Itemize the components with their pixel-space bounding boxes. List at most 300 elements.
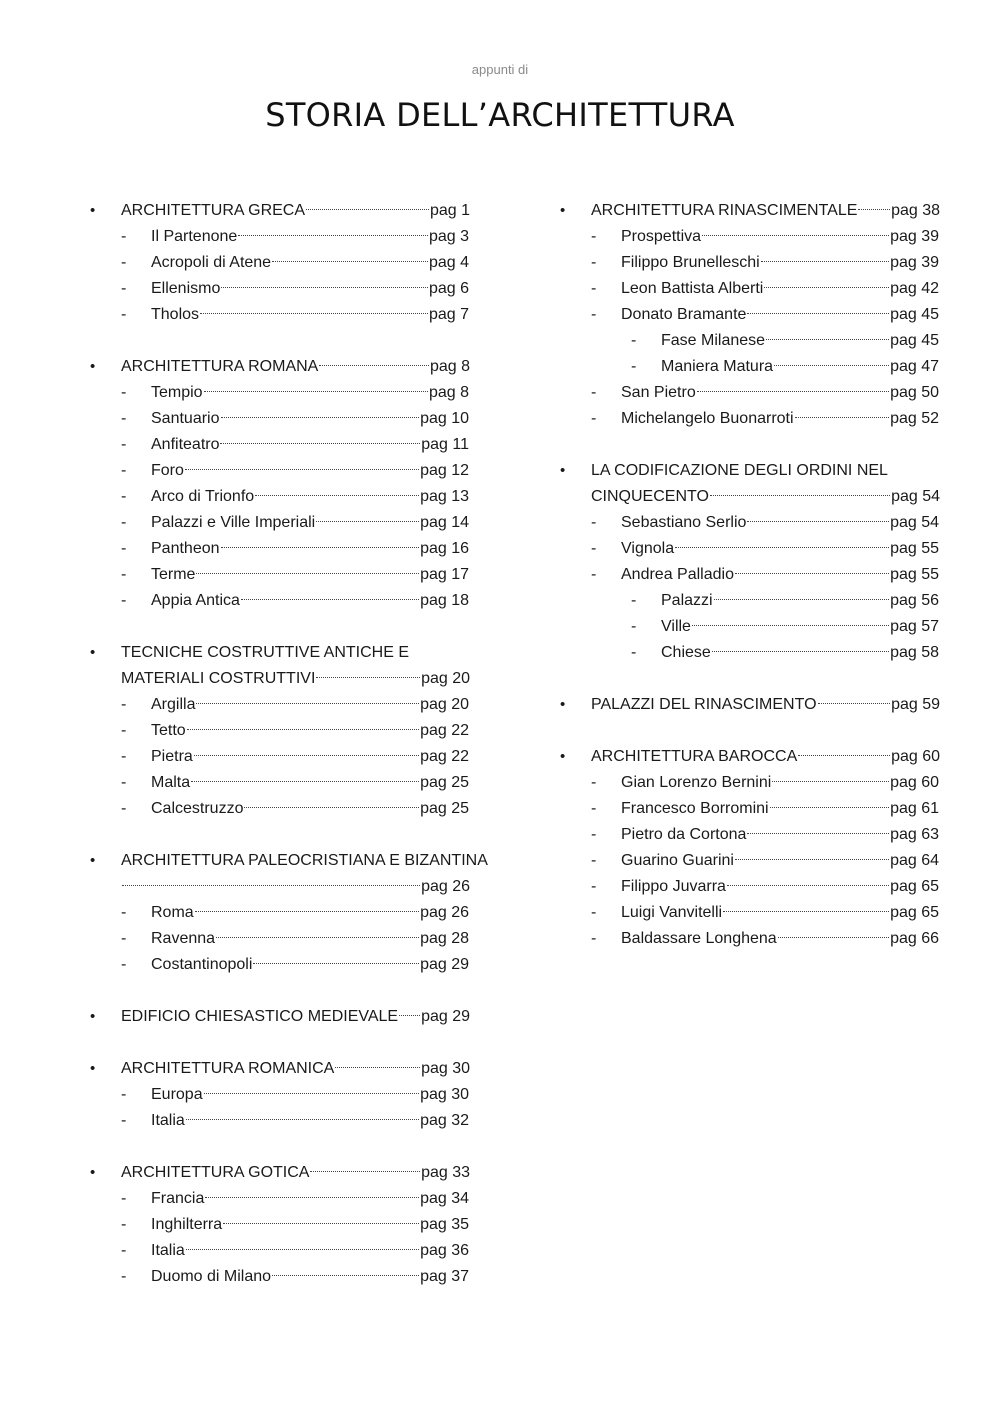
toc-entry-content	[661, 614, 939, 640]
item-title: Malta	[151, 774, 191, 791]
toc-entry-content	[621, 926, 939, 952]
item-title: Gian Lorenzo Bernini	[621, 774, 772, 791]
item-title: Europa	[151, 1086, 203, 1103]
toc-section-entry[interactable]	[560, 484, 940, 510]
toc-item[interactable]	[90, 302, 470, 328]
dotted-leader	[241, 599, 419, 600]
toc-item[interactable]	[90, 770, 470, 796]
dash-marker: -	[121, 904, 127, 921]
toc-item[interactable]	[90, 406, 470, 432]
dotted-leader	[712, 651, 889, 652]
toc-item[interactable]	[90, 1186, 470, 1212]
section-title: TECNICHE COSTRUTTIVE ANTICHE E	[121, 644, 410, 661]
toc-item[interactable]	[90, 1212, 470, 1238]
page-number: pag 4	[428, 254, 469, 271]
dotted-leader	[316, 677, 420, 678]
toc-entry-content	[151, 224, 469, 250]
item-title: Palazzi	[661, 592, 713, 609]
page-number: pag 25	[420, 774, 469, 791]
dash-marker: -	[591, 774, 597, 791]
toc-item[interactable]	[560, 900, 940, 926]
toc-entry-content	[661, 640, 939, 666]
toc-item[interactable]	[90, 510, 470, 536]
page-number: pag 55	[890, 566, 939, 583]
dash-marker: -	[121, 488, 127, 505]
item-title: Andrea Palladio	[621, 566, 734, 583]
section-title: ARCHITETTURA BAROCCA	[591, 748, 798, 765]
toc-entry-content	[151, 1108, 469, 1134]
dotted-leader	[238, 235, 428, 236]
dotted-leader	[253, 963, 419, 964]
toc-entry-content	[151, 744, 469, 770]
page-number: pag 7	[428, 306, 469, 323]
dotted-leader	[205, 1197, 419, 1198]
toc-item[interactable]	[90, 1264, 470, 1290]
toc-entry-content	[661, 354, 939, 380]
item-title: Pietro da Cortona	[621, 826, 747, 843]
toc-entry-content	[151, 302, 469, 328]
dash-marker: -	[121, 696, 127, 713]
toc-entry-content	[151, 458, 469, 484]
page-number: pag 22	[420, 722, 469, 739]
dash-marker: -	[591, 540, 597, 557]
item-title: Francesco Borromini	[621, 800, 769, 817]
toc-item[interactable]	[90, 276, 470, 302]
section-title: LA CODIFICAZIONE DEGLI ORDINI NEL	[591, 462, 888, 479]
item-title: Argilla	[151, 696, 196, 713]
toc-section-heading-line[interactable]	[90, 640, 470, 666]
dash-marker: -	[121, 410, 127, 427]
toc-section	[90, 640, 470, 822]
item-title: Fase Milanese	[661, 332, 766, 349]
item-title: Italia	[151, 1112, 185, 1129]
toc-entry-content	[591, 458, 940, 484]
dash-marker: -	[591, 514, 597, 531]
toc-entry-content	[621, 848, 939, 874]
toc-item[interactable]	[560, 874, 940, 900]
dotted-leader	[697, 391, 889, 392]
dash-marker: -	[591, 254, 597, 271]
dash-marker: -	[591, 878, 597, 895]
section-title: ARCHITETTURA PALEOCRISTIANA E BIZANTINA	[121, 852, 488, 869]
page-number: pag 36	[420, 1242, 469, 1259]
toc-entry-content	[151, 406, 469, 432]
item-title: San Pietro	[621, 384, 696, 401]
toc-section-entry[interactable]	[90, 1160, 470, 1186]
toc-section	[560, 458, 940, 666]
page-number: pag 32	[420, 1112, 469, 1129]
toc-entry-content	[621, 822, 939, 848]
page-number: pag 17	[420, 566, 469, 583]
dotted-leader	[187, 729, 419, 730]
toc-item[interactable]	[90, 796, 470, 822]
item-title: Santuario	[151, 410, 220, 427]
toc-item[interactable]	[560, 822, 940, 848]
section-title: PALAZZI DEL RINASCIMENTO	[591, 696, 817, 713]
toc-item[interactable]	[560, 926, 940, 952]
dotted-leader	[122, 885, 420, 886]
page-number: pag 63	[890, 826, 939, 843]
dotted-leader	[858, 209, 890, 210]
dash-marker: -	[121, 306, 127, 323]
toc-entry-content	[591, 484, 940, 510]
toc-item[interactable]	[560, 302, 940, 328]
page-number: pag 54	[891, 488, 940, 505]
dash-marker: -	[631, 358, 637, 375]
dotted-leader	[221, 287, 428, 288]
toc-entry-content	[121, 666, 470, 692]
item-title: Anfiteatro	[151, 436, 220, 453]
bullet-icon: •	[90, 1060, 96, 1077]
toc-entry-content	[591, 692, 940, 718]
dash-marker: -	[591, 852, 597, 869]
toc-column-left	[90, 198, 488, 1316]
dotted-leader	[310, 1171, 420, 1172]
dash-marker: -	[121, 1112, 127, 1129]
page-number: pag 22	[420, 748, 469, 765]
toc-entry-content	[121, 1056, 470, 1082]
item-title: Costantinopoli	[151, 956, 253, 973]
toc-column-right	[560, 198, 940, 978]
page-number: pag 57	[890, 618, 939, 635]
item-title: Filippo Juvarra	[621, 878, 726, 895]
item-title: Tetto	[151, 722, 186, 739]
toc-entry-content	[151, 380, 469, 406]
page-number: pag 45	[890, 306, 939, 323]
toc-item[interactable]	[90, 692, 470, 718]
dotted-leader	[761, 261, 889, 262]
toc-entry-content	[151, 510, 469, 536]
toc-entry-content	[591, 744, 940, 770]
toc-section	[560, 198, 940, 432]
dash-marker: -	[591, 904, 597, 921]
dotted-leader	[306, 209, 429, 210]
page-number: pag 25	[420, 800, 469, 817]
toc-entry-content	[151, 692, 469, 718]
page-number: pag 39	[890, 254, 939, 271]
toc-entry-content	[151, 276, 469, 302]
dash-marker: -	[121, 800, 127, 817]
dash-marker: -	[121, 774, 127, 791]
page-number: pag 52	[890, 410, 939, 427]
toc-section-entry[interactable]	[90, 1056, 470, 1082]
toc-entry-content	[621, 536, 939, 562]
dash-marker: -	[121, 1216, 127, 1233]
toc-item[interactable]	[560, 276, 940, 302]
dash-marker: -	[121, 462, 127, 479]
section-title: ARCHITETTURA ROMANA	[121, 358, 319, 375]
dash-marker: -	[121, 384, 127, 401]
toc-item[interactable]	[560, 354, 940, 380]
toc-item[interactable]	[90, 952, 470, 978]
page-number: pag 39	[890, 228, 939, 245]
dash-marker: -	[591, 930, 597, 947]
dotted-leader	[244, 807, 419, 808]
toc-section-heading-line[interactable]	[90, 848, 488, 874]
item-title: Ravenna	[151, 930, 216, 947]
page-number: pag 55	[890, 540, 939, 557]
dotted-leader	[316, 521, 419, 522]
toc-entry-content	[621, 224, 939, 250]
toc-entry-content	[121, 1004, 470, 1030]
item-title: Calcestruzzo	[151, 800, 244, 817]
dotted-leader	[272, 261, 428, 262]
section-title: ARCHITETTURA GOTICA	[121, 1164, 310, 1181]
toc-section-entry[interactable]	[560, 692, 940, 718]
dotted-leader	[221, 417, 420, 418]
toc-entry-content	[151, 250, 469, 276]
toc-item[interactable]	[560, 380, 940, 406]
toc-section-heading-line[interactable]	[560, 458, 940, 484]
dash-marker: -	[121, 1190, 127, 1207]
toc-section-entry[interactable]	[90, 1004, 470, 1030]
item-title: Pietra	[151, 748, 193, 765]
dotted-leader	[186, 1249, 419, 1250]
page-number: pag 45	[890, 332, 939, 349]
item-title: Prospettiva	[621, 228, 702, 245]
toc-section	[90, 1056, 470, 1134]
toc-item[interactable]	[560, 770, 940, 796]
bullet-icon: •	[560, 462, 566, 479]
toc-item[interactable]	[90, 484, 470, 510]
page-number: pag 29	[420, 956, 469, 973]
page-number: pag 65	[890, 878, 939, 895]
toc-entry-content	[121, 874, 470, 900]
item-title: Guarino Guarini	[621, 852, 734, 869]
item-title: Maniera Matura	[661, 358, 774, 375]
page-number: pag 33	[421, 1164, 470, 1181]
page-number: pag 54	[890, 514, 939, 531]
item-title: Francia	[151, 1190, 205, 1207]
dash-marker: -	[591, 280, 597, 297]
dotted-leader	[221, 547, 420, 548]
dotted-leader	[335, 1067, 420, 1068]
toc-entry-content	[151, 952, 469, 978]
toc-entry-content	[621, 380, 939, 406]
page-number: pag 66	[890, 930, 939, 947]
page-number: pag 59	[891, 696, 940, 713]
dotted-leader	[196, 703, 419, 704]
section-title: ARCHITETTURA ROMANICA	[121, 1060, 335, 1077]
dotted-leader	[735, 573, 889, 574]
dash-marker: -	[121, 540, 127, 557]
dotted-leader	[818, 703, 891, 704]
dotted-leader	[185, 469, 419, 470]
dotted-leader	[747, 521, 889, 522]
page-number: pag 13	[420, 488, 469, 505]
page-number: pag 65	[890, 904, 939, 921]
dash-marker: -	[591, 566, 597, 583]
item-title: Leon Battista Alberti	[621, 280, 764, 297]
toc-item[interactable]	[560, 536, 940, 562]
toc-entry-content	[151, 1212, 469, 1238]
toc-item[interactable]	[90, 536, 470, 562]
page-number: pag 8	[429, 358, 470, 375]
section-title: ARCHITETTURA RINASCIMENTALE	[591, 202, 858, 219]
toc-entry-content	[151, 796, 469, 822]
dotted-leader	[399, 1015, 420, 1016]
toc-item[interactable]	[90, 1238, 470, 1264]
toc-item[interactable]	[90, 458, 470, 484]
page-number: pag 61	[890, 800, 939, 817]
toc-entry-content	[151, 432, 469, 458]
toc-item[interactable]	[90, 718, 470, 744]
toc-entry-content	[121, 1160, 470, 1186]
dash-marker: -	[591, 800, 597, 817]
dotted-leader	[319, 365, 429, 366]
document-subtitle: appunti di	[471, 62, 529, 77]
item-title: Baldassare Longhena	[621, 930, 777, 947]
page-number: pag 64	[890, 852, 939, 869]
toc-entry-content	[151, 1186, 469, 1212]
section-title: MATERIALI COSTRUTTIVI	[121, 670, 316, 687]
dash-marker: -	[631, 618, 637, 635]
dotted-leader	[195, 911, 419, 912]
toc-item[interactable]	[90, 380, 470, 406]
dotted-leader	[710, 495, 890, 496]
toc-section-entry[interactable]	[90, 874, 470, 900]
bullet-icon: •	[560, 748, 566, 765]
dotted-leader	[272, 1275, 419, 1276]
toc-item[interactable]	[90, 224, 470, 250]
page-number: pag 28	[420, 930, 469, 947]
dotted-leader	[204, 391, 428, 392]
item-title: Filippo Brunelleschi	[621, 254, 760, 271]
toc-entry-content	[621, 406, 939, 432]
toc-entry-content	[121, 848, 488, 874]
toc-item[interactable]	[90, 744, 470, 770]
toc-entry-content	[661, 588, 939, 614]
toc-section-entry[interactable]	[560, 198, 940, 224]
toc-section	[560, 692, 940, 718]
page-number: pag 14	[420, 514, 469, 531]
dotted-leader	[747, 833, 889, 834]
toc-item[interactable]	[560, 614, 940, 640]
page-number: pag 3	[428, 228, 469, 245]
toc-item[interactable]	[560, 224, 940, 250]
item-title: Ville	[661, 618, 691, 635]
page-number: pag 20	[421, 670, 470, 687]
toc-item[interactable]	[560, 848, 940, 874]
toc-entry-content	[121, 354, 470, 380]
toc-item[interactable]	[90, 250, 470, 276]
dash-marker: -	[121, 280, 127, 297]
toc-item[interactable]	[560, 406, 940, 432]
page-number: pag 38	[891, 202, 940, 219]
dash-marker: -	[121, 566, 127, 583]
item-title: Tempio	[151, 384, 203, 401]
toc-section-entry[interactable]	[90, 666, 470, 692]
toc-item[interactable]	[90, 562, 470, 588]
page-number: pag 47	[890, 358, 939, 375]
toc-entry-content	[591, 198, 940, 224]
toc-item[interactable]	[90, 900, 470, 926]
page-number: pag 29	[421, 1008, 470, 1025]
item-title: Foro	[151, 462, 184, 479]
toc-section-entry[interactable]	[90, 198, 470, 224]
toc-entry-content	[621, 770, 939, 796]
page-number: pag 60	[890, 774, 939, 791]
toc-entry-content	[621, 250, 939, 276]
dotted-leader	[216, 937, 419, 938]
toc-section-entry[interactable]	[90, 354, 470, 380]
page-number: pag 56	[890, 592, 939, 609]
dotted-leader	[735, 859, 889, 860]
item-title: Donato Bramante	[621, 306, 747, 323]
toc-entry-content	[621, 510, 939, 536]
toc-section	[90, 198, 470, 328]
item-title: Palazzi e Ville Imperiali	[151, 514, 316, 531]
toc-entry-content	[151, 1264, 469, 1290]
dash-marker: -	[121, 956, 127, 973]
toc-section-entry[interactable]	[560, 744, 940, 770]
bullet-icon: •	[90, 358, 96, 375]
toc-item[interactable]	[560, 328, 940, 354]
toc-entry-content	[151, 536, 469, 562]
item-title: Tholos	[151, 306, 200, 323]
item-title: Chiese	[661, 644, 711, 661]
item-title: Luigi Vanvitelli	[621, 904, 723, 921]
dash-marker: -	[631, 592, 637, 609]
toc-entry-content	[121, 640, 470, 666]
page-number: pag 20	[420, 696, 469, 713]
dash-marker: -	[591, 384, 597, 401]
toc-entry-content	[151, 1082, 469, 1108]
toc-section	[90, 354, 470, 614]
dotted-leader	[255, 495, 419, 496]
dotted-leader	[223, 1223, 419, 1224]
toc-item[interactable]	[90, 588, 470, 614]
toc-item[interactable]	[90, 926, 470, 952]
item-title: Terme	[151, 566, 196, 583]
dotted-leader	[191, 781, 419, 782]
item-title: Pantheon	[151, 540, 220, 557]
toc-item[interactable]	[560, 250, 940, 276]
dash-marker: -	[121, 1268, 127, 1285]
toc-item[interactable]	[560, 796, 940, 822]
item-title: Inghilterra	[151, 1216, 223, 1233]
page-number: pag 26	[421, 878, 470, 895]
dotted-leader	[747, 313, 889, 314]
toc-item[interactable]	[560, 588, 940, 614]
page-number: pag 37	[420, 1268, 469, 1285]
toc-entry-content	[661, 328, 939, 354]
toc-item[interactable]	[560, 510, 940, 536]
toc-item[interactable]	[90, 1108, 470, 1134]
item-title: Acropoli di Atene	[151, 254, 272, 271]
page-number: pag 11	[421, 436, 469, 453]
item-title: Appia Antica	[151, 592, 240, 609]
dash-marker: -	[121, 930, 127, 947]
dotted-leader	[798, 755, 890, 756]
dash-marker: -	[121, 1086, 127, 1103]
dotted-leader	[727, 885, 889, 886]
toc-item[interactable]	[90, 432, 470, 458]
item-title: Il Partenone	[151, 228, 238, 245]
item-title: Duomo di Milano	[151, 1268, 272, 1285]
dotted-leader	[766, 339, 889, 340]
dash-marker: -	[591, 228, 597, 245]
toc-item[interactable]	[560, 640, 940, 666]
item-title: Italia	[151, 1242, 185, 1259]
section-title: ARCHITETTURA GRECA	[121, 202, 306, 219]
toc-section	[90, 1160, 470, 1290]
toc-item[interactable]	[90, 1082, 470, 1108]
toc-item[interactable]	[560, 562, 940, 588]
item-title: Roma	[151, 904, 194, 921]
page-number: pag 35	[420, 1216, 469, 1233]
section-title: CINQUECENTO	[591, 488, 709, 505]
